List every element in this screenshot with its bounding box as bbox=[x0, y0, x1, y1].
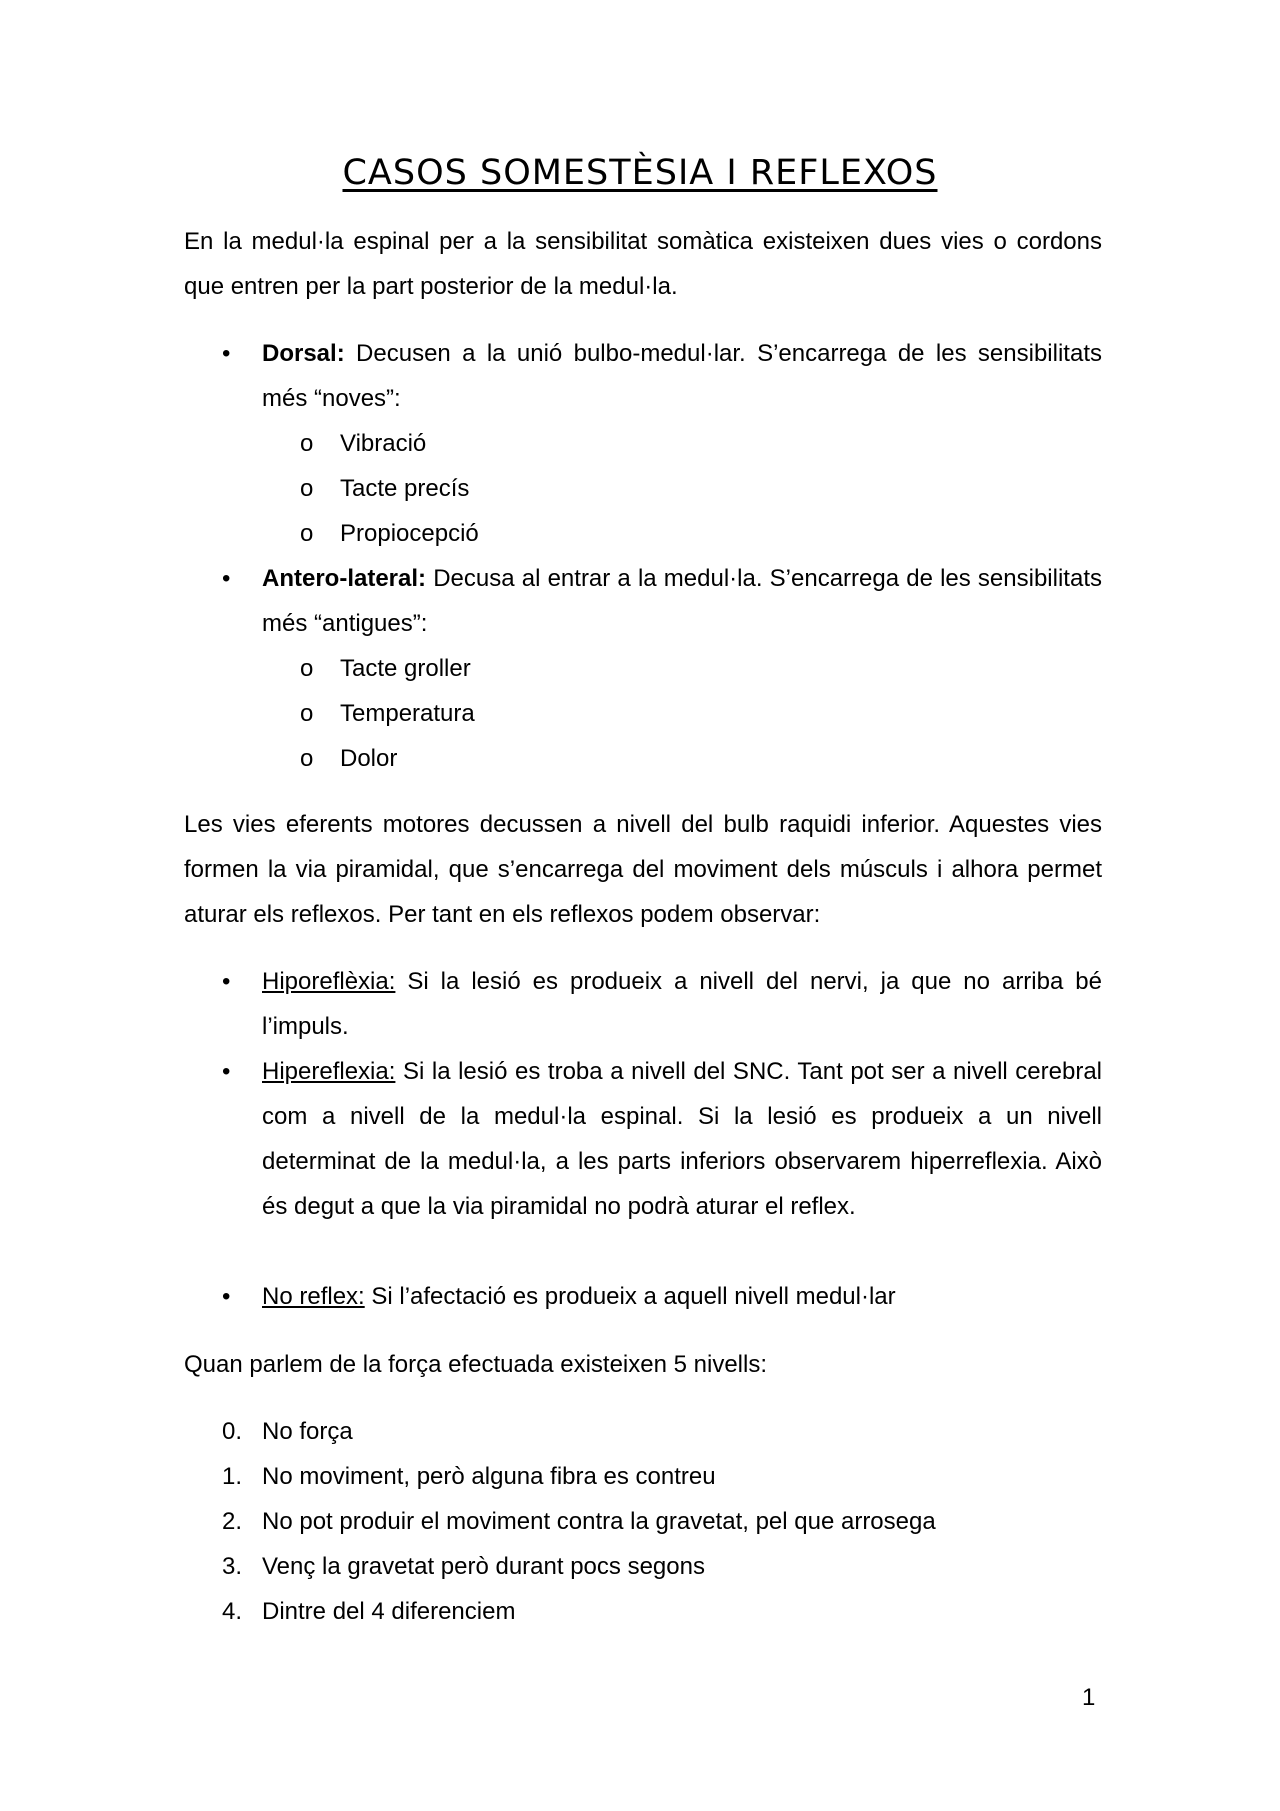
pathway-label: Antero-lateral: bbox=[262, 565, 427, 592]
pathway-antero-lateral bbox=[262, 556, 1102, 646]
list-item: Tacte precís bbox=[340, 475, 470, 502]
sub-marker: o bbox=[300, 475, 314, 502]
intro-paragraph: En la medul·la espinal per a la sensibilitat somàtica existeixen dues vies o cordons que entren per la part posterior de la medul·la. bbox=[184, 228, 1102, 300]
force-level-number: 1. bbox=[222, 1463, 243, 1490]
pathway-text: Decusen a la unió bulbo-medul·lar. S’encarrega de les sensibilitats més “noves”: bbox=[262, 340, 1102, 412]
list-item: Tacte groller bbox=[340, 655, 471, 682]
reflex-item bbox=[262, 1049, 1102, 1229]
bullet-marker: • bbox=[222, 1058, 231, 1085]
force-intro: Quan parlem de la força efectuada existeixen 5 nivells: bbox=[184, 1351, 767, 1378]
list-item: Vibració bbox=[340, 430, 427, 457]
reflex-item bbox=[262, 1274, 1102, 1319]
bullet-marker: • bbox=[222, 565, 231, 592]
force-level-text: No força bbox=[262, 1418, 353, 1445]
motor-paragraph: Les vies eferents motores decussen a nivell del bulb raquidi inferior. Aquestes vies formen la via piramidal, que s’encarrega del moviment dels músculs i alhora permet aturar els reflexos. Per tant en els reflexos podem observar: bbox=[184, 811, 1102, 928]
sub-marker: o bbox=[300, 700, 314, 727]
sub-marker: o bbox=[300, 520, 314, 547]
sub-marker: o bbox=[300, 430, 314, 457]
force-level-number: 3. bbox=[222, 1553, 243, 1580]
list-item: Temperatura bbox=[340, 700, 475, 727]
sub-marker: o bbox=[300, 655, 314, 682]
bullet-marker: • bbox=[222, 968, 231, 995]
reflex-item bbox=[262, 959, 1102, 1049]
force-level-text: Venç la gravetat però durant pocs segons bbox=[262, 1553, 705, 1580]
bullet-marker: • bbox=[222, 340, 231, 367]
page-number: 1 bbox=[1082, 1684, 1096, 1711]
list-item: Propiocepció bbox=[340, 520, 479, 547]
force-level-number: 0. bbox=[222, 1418, 243, 1445]
list-item: Dolor bbox=[340, 745, 398, 772]
reflex-text: Si la lesió es produeix a nivell del nervi, ja que no arriba bé l’impuls. bbox=[262, 968, 1102, 1040]
force-level-text: Dintre del 4 diferenciem bbox=[262, 1598, 516, 1625]
reflex-label: Hiporeflèxia: bbox=[262, 968, 396, 995]
reflex-label: No reflex: bbox=[262, 1283, 365, 1310]
reflex-text: Si la lesió es troba a nivell del SNC. Tant pot ser a nivell cerebral com a nivell de la medul·la espinal. Si la lesió es produeix a un nivell determinat de la medul·la, a les parts inferiors observarem hiperreflexia. Això és degut a que la via piramidal no podrà aturar el reflex. bbox=[262, 1058, 1102, 1220]
pathway-text: Decusa al entrar a la medul·la. S’encarrega de les sensibilitats més “antigues”: bbox=[262, 565, 1102, 637]
sub-marker: o bbox=[300, 745, 314, 772]
force-level-text: No pot produir el moviment contra la gravetat, pel que arrosega bbox=[262, 1508, 936, 1535]
force-level-number: 4. bbox=[222, 1598, 243, 1625]
bullet-marker: • bbox=[222, 1283, 231, 1310]
reflex-label: Hipereflexia: bbox=[262, 1058, 396, 1085]
pathway-dorsal bbox=[262, 331, 1102, 421]
pathway-label: Dorsal: bbox=[262, 340, 345, 367]
page-title: CASOS SOMESTÈSIA I REFLEXOS bbox=[342, 153, 938, 193]
force-level-number: 2. bbox=[222, 1508, 243, 1535]
force-level-text: No moviment, però alguna fibra es contreu bbox=[262, 1463, 716, 1490]
reflex-text: Si l’afectació es produeix a aquell nivell medul·lar bbox=[364, 1283, 896, 1310]
